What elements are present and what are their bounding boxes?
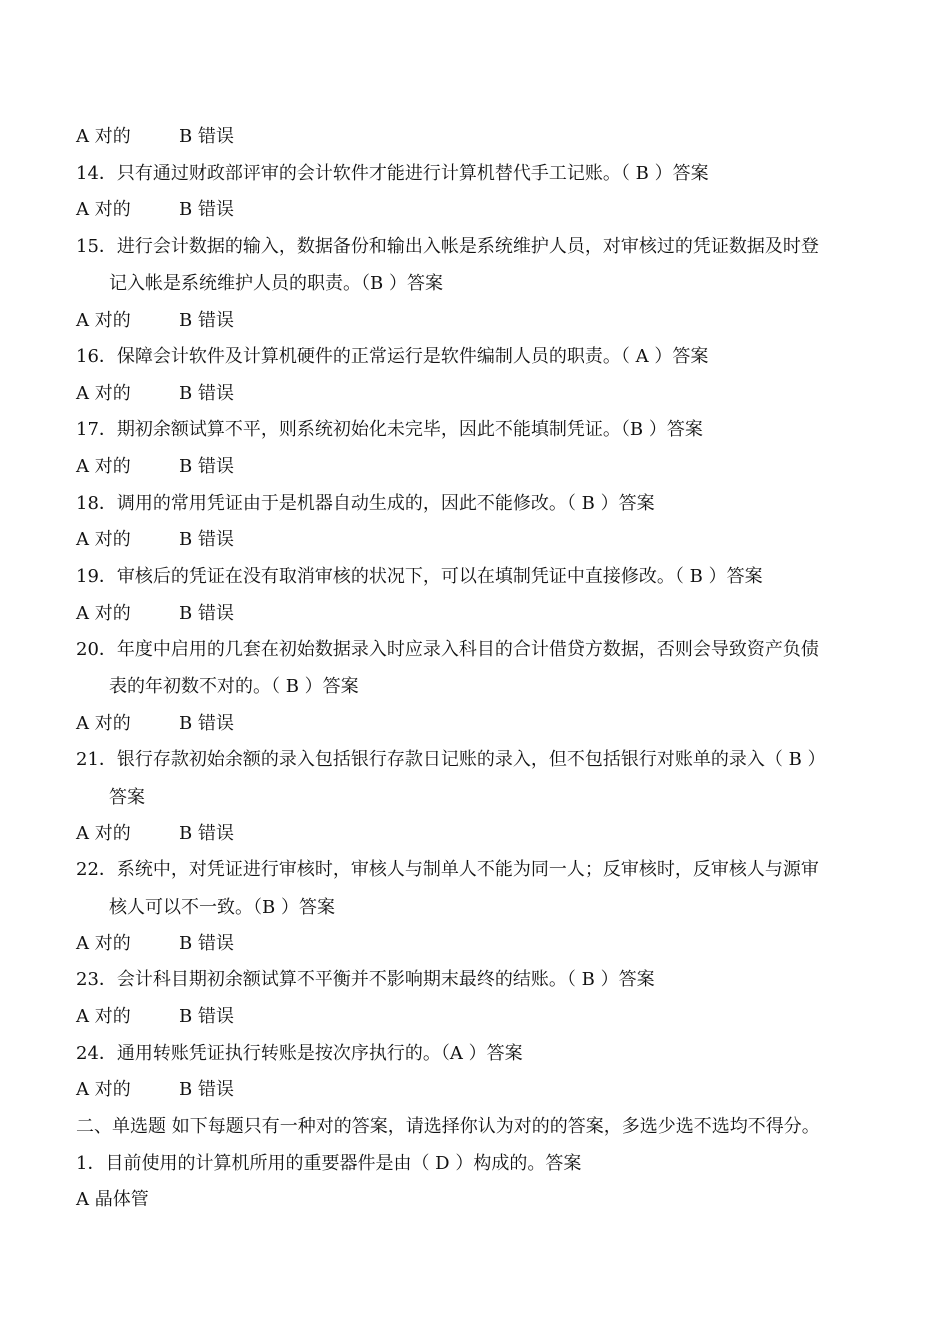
option-b: B 错误 <box>179 456 234 477</box>
answer-options <box>76 382 376 406</box>
option-b: B 错误 <box>179 1006 234 1027</box>
option-a: A 对的 <box>76 603 131 624</box>
option-b: B 错误 <box>179 529 234 550</box>
answer-options <box>76 932 376 956</box>
question-16: 16．保障会计软件及计算机硬件的正常运行是软件编制人员的职责。（ A ）答案 <box>76 346 709 367</box>
question-15-continuation: 记入帐是系统维护人员的职责。（B ）答案 <box>109 273 443 294</box>
answer-options <box>76 309 376 333</box>
answer-options <box>76 198 376 222</box>
option-b: B 错误 <box>179 713 234 734</box>
question-22: 22．系统中，对凭证进行审核时，审核人与制单人不能为同一人；反审核时，反审核人与源审 <box>76 859 819 880</box>
option-b: B 错误 <box>179 310 234 331</box>
answer-options <box>76 602 376 626</box>
single-choice-option-a: A 晶体管 <box>76 1189 149 1210</box>
option-a: A 对的 <box>76 310 131 331</box>
option-b: B 错误 <box>179 199 234 220</box>
option-a: A 对的 <box>76 456 131 477</box>
single-choice-question-1: 1．目前使用的计算机所用的重要器件是由（ D ）构成的。答案 <box>76 1153 582 1174</box>
question-24: 24．通用转账凭证执行转账是按次序执行的。（A ）答案 <box>76 1043 523 1064</box>
section-heading: 二、单选题 如下每题只有一种对的答案，请选择你认为对的的答案，多选少选不选均不得分。 <box>76 1116 820 1137</box>
question-19: 19．审核后的凭证在没有取消审核的状况下，可以在填制凭证中直接修改。（ B ）答案 <box>76 566 763 587</box>
question-20-continuation: 表的年初数不对的。（ B ）答案 <box>109 676 359 697</box>
answer-options <box>76 822 376 846</box>
question-21-continuation: 答案 <box>109 787 145 808</box>
option-a: A 对的 <box>76 383 131 404</box>
question-14: 14．只有通过财政部评审的会计软件才能进行计算机替代手工记账。（ B ）答案 <box>76 163 709 184</box>
option-b: B 错误 <box>179 1079 234 1100</box>
question-20: 20．年度中启用的几套在初始数据录入时应录入科目的合计借贷方数据，否则会导致资产负债 <box>76 639 819 660</box>
option-a: A 对的 <box>76 199 131 220</box>
question-21: 21．银行存款初始余额的录入包括银行存款日记账的录入，但不包括银行对账单的录入（ B ） <box>76 749 826 770</box>
answer-options <box>76 1078 376 1102</box>
option-a: A 对的 <box>76 823 131 844</box>
option-a: A 对的 <box>76 1079 131 1100</box>
question-17: 17．期初余额试算不平，则系统初始化未完毕，因此不能填制凭证。（B ）答案 <box>76 419 703 440</box>
answer-options <box>76 125 376 149</box>
option-b: B 错误 <box>179 823 234 844</box>
question-15: 15．进行会计数据的输入，数据备份和输出入帐是系统维护人员，对审核过的凭证数据及时登 <box>76 236 819 257</box>
answer-options <box>76 1005 376 1029</box>
option-a: A 对的 <box>76 126 131 147</box>
option-a: A 对的 <box>76 713 131 734</box>
option-b: B 错误 <box>179 383 234 404</box>
answer-options <box>76 528 376 552</box>
option-b: B 错误 <box>179 933 234 954</box>
answer-options <box>76 455 376 479</box>
question-23: 23．会计科目期初余额试算不平衡并不影响期末最终的结账。（ B ）答案 <box>76 969 655 990</box>
option-a: A 对的 <box>76 1006 131 1027</box>
option-a: A 对的 <box>76 529 131 550</box>
question-22-continuation: 核人可以不一致。（B ）答案 <box>109 897 335 918</box>
option-a: A 对的 <box>76 933 131 954</box>
answer-options <box>76 712 376 736</box>
option-b: B 错误 <box>179 603 234 624</box>
option-b: B 错误 <box>179 126 234 147</box>
question-18: 18．调用的常用凭证由于是机器自动生成的，因此不能修改。（ B ）答案 <box>76 493 655 514</box>
